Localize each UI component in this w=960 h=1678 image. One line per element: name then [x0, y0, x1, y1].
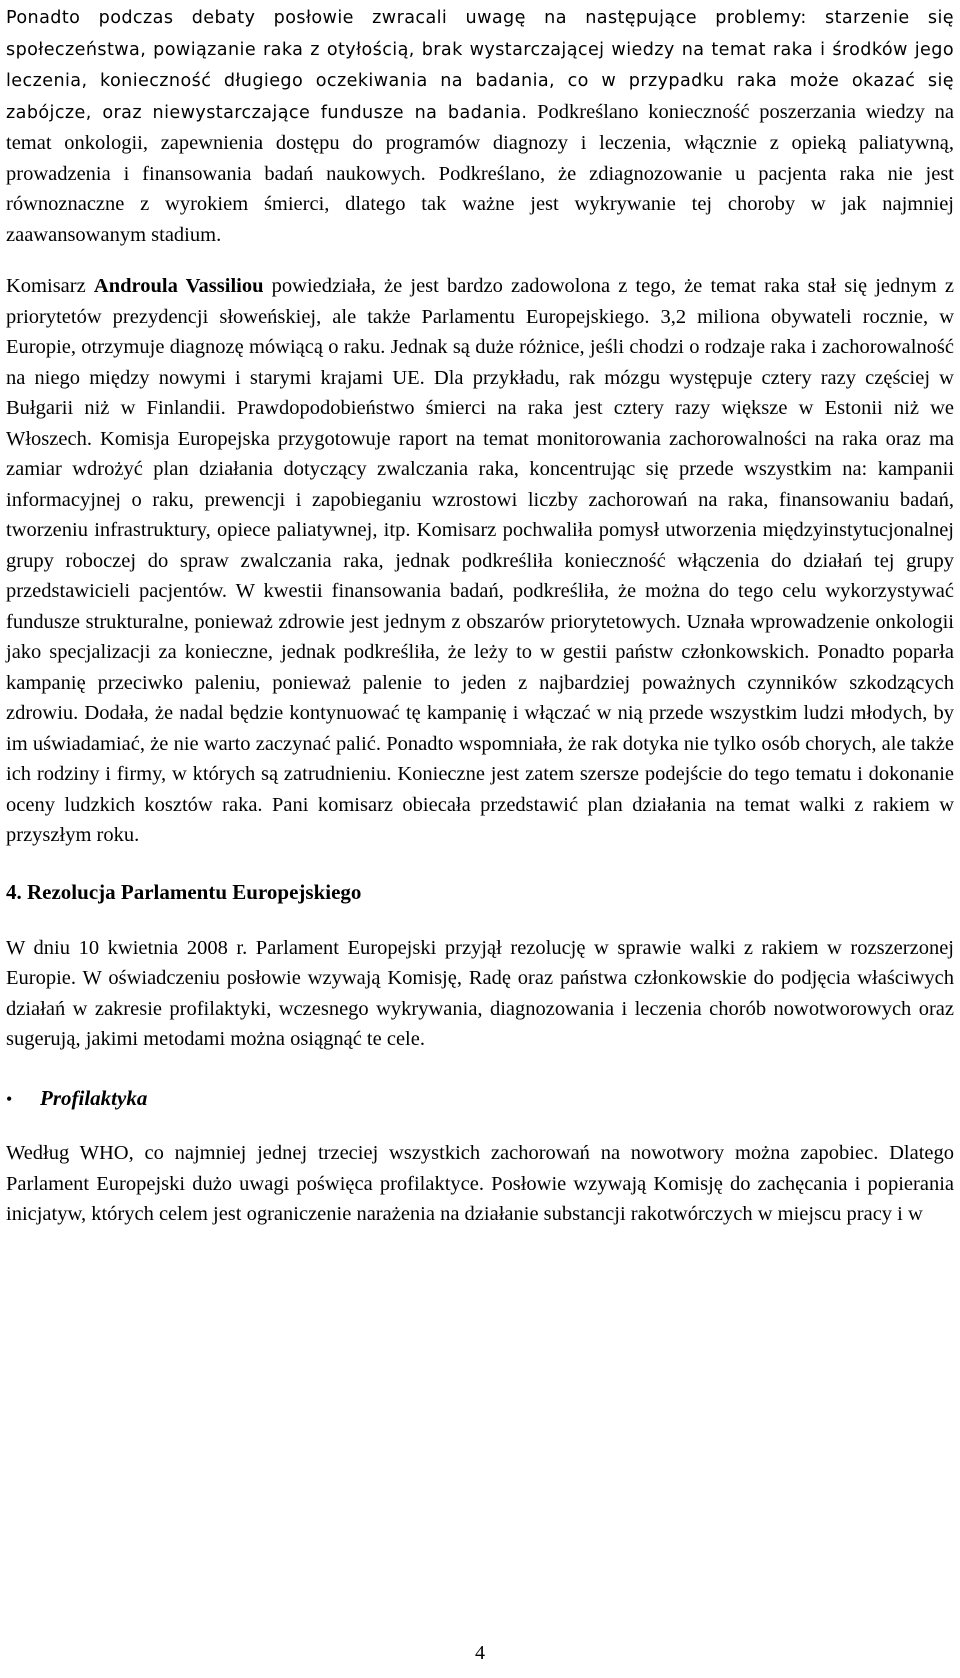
page-number: 4	[475, 1642, 485, 1664]
paragraph-resolution: W dniu 10 kwietnia 2008 r. Parlament Europejski przyjął rezolucję w sprawie walki z rakiem w rozszerzonej Europie. W oświadczeniu posłowie wzywają Komisję, Radę oraz państwa członkowskie do podjęcia właściwych działań w zakresie profilaktyki, wczesnego wykrywania, diagnozowania i leczenia chorób nowotworowych oraz sugerują, jakimi metodami można osiągnąć te cele.	[6, 936, 954, 1050]
bullet-item	[6, 1083, 954, 1115]
commissioner-name: Androula Vassiliou	[93, 275, 264, 297]
paragraph-commissioner-statement	[6, 271, 954, 851]
paragraph-debate-issues-serif-text: Podkreślano konieczność poszerzania wiedzy na temat onkologii, zapewnienia dostępu do programów diagnozy i leczenia, włącznie z opieką paliatywną, prowadzenia i finansowania badań naukowych. Podkreślano, że zdiagnozowanie u pacjenta raka nie jest równoznaczne z wyrokiem śmierci, dlatego tak ważne jest wykrywanie tej choroby w jak najmniej zaawansowanym stadium.	[6, 100, 954, 246]
paragraph-debate-issues	[6, 2, 954, 250]
paragraph-commissioner-intro: Komisarz	[6, 275, 94, 297]
bullet-item-label: Profilaktyka	[40, 1085, 148, 1110]
paragraph-commissioner-body: powiedziała, że jest bardzo zadowolona z tego, że temat raka stał się jednym z priorytetów prezydencji słoweńskiej, ale także Parlamentu Europejskiego. 3,2 miliona obywateli rocznie, w Europie, otrzymuje diagnozę mówiącą o raku. Jednak są duże różnice, jeśli chodzi o rodzaje raka i zachorowalność na niego między nowymi i starymi krajami UE. Dla przykładu, rak mózgu występuje cztery razy częściej w Bułgarii niż w Finlandii. Prawdopodobieństwo śmierci na raka jest cztery razy większe w Estonii niż we Włoszech. Komisja Europejska przygotowuje raport na temat monitorowania zachorowalności na raka oraz ma zamiar wdrożyć plan działania dotyczący zwalczania raka, koncentrując się przede wszystkim na: kampanii informacyjnej o raku, prewencji i zapobieganiu wzrostowi liczby zachorowań na raka, finansowaniu badań, tworzeniu infrastruktury, opiece paliatywnej, itp. Komisarz pochwaliła pomysł utworzenia międzyinstytucjonalnej grupy roboczej do spraw zwalczania raka, jednak podkreśliła konieczność włączenia do działań tej grupy przedstawicieli pacjentów. W kwestii finansowania badań, podkreśliła, że można do tego celu wykorzystywać fundusze strukturalne, ponieważ zdrowie jest jednym z obszarów priorytetowych. Uznała wprowadzenie onkologii jako specjalizacji za konieczne, jednak podkreśliła, że leży to w gestii państw członkowskich. Ponadto poparła kampanię przeciwko paleniu, ponieważ palenie to jeden z najbardziej poważnych czynników szkodzących zdrowiu. Dodała, że nadal będzie kontynuować tę kampanię i włączać w nią przede wszystkim ludzi młodych, by im uświadamiać, że nie warto zaczynać palić. Ponadto wspomniała, że rak dotyka nie tylko osób chorych, ale także ich rodziny i firmy, w których są zatrudnieniu. Konieczne jest zatem szersze podejście do tego tematu i dokonanie oceny ludzkich kosztów raka. Pani komisarz obiecała przedstawić plan działania na temat walki z rakiem w przyszłym roku.	[6, 275, 954, 846]
paragraph-prevention: Według WHO, co najmniej jednej trzeciej wszystkich zachorowań na nowotwory można zapobiec. Dlatego Parlament Europejski dużo uwagi poświęca profilaktyce. Posłowie wzywają Komisję do zachęcania i popierania inicjatyw, których celem jest ograniczenie narażenia na działanie substancji rakotwórczych w miejscu pracy i w	[6, 1142, 954, 1225]
section-heading: 4. Rezolucja Parlamentu Europejskiego	[6, 879, 362, 904]
bullet-icon: •	[6, 1088, 13, 1109]
paragraph-debate-issues-sans-text: Ponadto podczas debaty posłowie zwracali uwagę na następujące problemy: starzenie się społeczeństwa, powiązanie raka z otyłością, brak wystarczającej wiedzy na temat raka i środków jego leczenia, konieczność długiego oczekiwania na badania, co w przypadku raka może okazać się zabójcze, oraz niewystarczające fundusze na badania.	[6, 8, 954, 123]
